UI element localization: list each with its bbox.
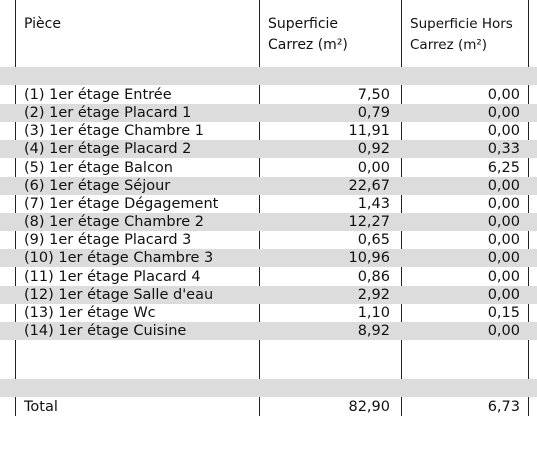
row-hors: 0,00 — [487, 123, 520, 140]
row-piece: (5) 1er étage Balcon — [24, 159, 173, 176]
table-row — [0, 231, 537, 249]
row-superficie: 8,92 — [357, 322, 390, 339]
row-piece: (12) 1er étage Salle d'eau — [24, 286, 214, 303]
header-hors-line1: Superficie Hors — [410, 16, 513, 32]
row-hors: 0,00 — [487, 214, 520, 231]
row-hors: 0,00 — [487, 322, 520, 339]
table-row — [0, 177, 537, 195]
table-row — [0, 104, 537, 122]
row-superficie: 12,27 — [348, 214, 390, 231]
total-superficie: 82,90 — [348, 399, 390, 415]
stripe-band — [0, 379, 537, 397]
table-row — [0, 122, 537, 140]
row-piece: (9) 1er étage Placard 3 — [24, 232, 192, 249]
row-superficie: 22,67 — [348, 177, 390, 194]
row-piece: (7) 1er étage Dégagement — [24, 195, 219, 212]
row-superficie: 0,65 — [357, 232, 390, 249]
row-piece: (3) 1er étage Chambre 1 — [24, 123, 205, 140]
row-superficie: 11,91 — [348, 123, 390, 140]
table-row — [0, 268, 537, 286]
row-piece: (14) 1er étage Cuisine — [24, 322, 187, 339]
row-superficie: 0,00 — [357, 159, 390, 176]
table-row — [0, 86, 537, 104]
row-piece: (2) 1er étage Placard 1 — [24, 105, 192, 122]
row-superficie: 1,10 — [357, 304, 390, 321]
table-row — [0, 159, 537, 177]
row-superficie: 0,79 — [357, 105, 390, 122]
row-hors: 0,00 — [487, 195, 520, 212]
row-hors: 0,00 — [487, 268, 520, 285]
row-piece: (11) 1er étage Placard 4 — [24, 268, 201, 285]
header-superficie-line1: Superficie — [268, 16, 339, 32]
row-hors: 0,00 — [487, 105, 520, 122]
row-piece: (8) 1er étage Chambre 2 — [24, 214, 205, 231]
header-hors-line2: Carrez (m²) — [410, 37, 488, 53]
total-label: Total — [24, 399, 58, 415]
header-piece: Pièce — [24, 16, 61, 32]
table-row — [0, 304, 537, 322]
total-hors: 6,73 — [487, 399, 520, 415]
row-hors: 0,33 — [487, 141, 520, 158]
row-piece: (4) 1er étage Placard 2 — [24, 141, 192, 158]
table-row — [0, 286, 537, 304]
row-superficie: 7,50 — [357, 87, 390, 103]
row-superficie: 0,86 — [357, 268, 390, 285]
row-piece: (13) 1er étage Wc — [24, 304, 156, 321]
row-hors: 0,00 — [487, 177, 520, 194]
row-hors: 0,15 — [487, 304, 520, 321]
row-hors: 0,00 — [487, 250, 520, 267]
row-superficie: 10,96 — [348, 250, 390, 267]
row-superficie: 2,92 — [357, 286, 390, 303]
row-hors: 6,25 — [487, 159, 520, 176]
row-piece: (6) 1er étage Séjour — [24, 177, 171, 194]
row-hors: 0,00 — [487, 232, 520, 249]
table-row — [0, 195, 537, 213]
row-piece: (10) 1er étage Chambre 3 — [24, 250, 214, 267]
row-superficie: 0,92 — [357, 141, 390, 158]
table-row — [0, 322, 537, 340]
header-superficie — [268, 14, 348, 56]
table-row — [0, 249, 537, 267]
header-superficie-line2: Carrez (m²) — [268, 37, 348, 53]
header-hors — [410, 14, 513, 56]
row-hors: 0,00 — [487, 87, 520, 103]
table-row — [0, 213, 537, 231]
row-hors: 0,00 — [487, 286, 520, 303]
row-superficie: 1,43 — [357, 195, 390, 212]
stripe-band — [0, 67, 537, 85]
row-piece: (1) 1er étage Entrée — [24, 87, 172, 103]
total-row — [0, 398, 537, 416]
table-row — [0, 140, 537, 158]
